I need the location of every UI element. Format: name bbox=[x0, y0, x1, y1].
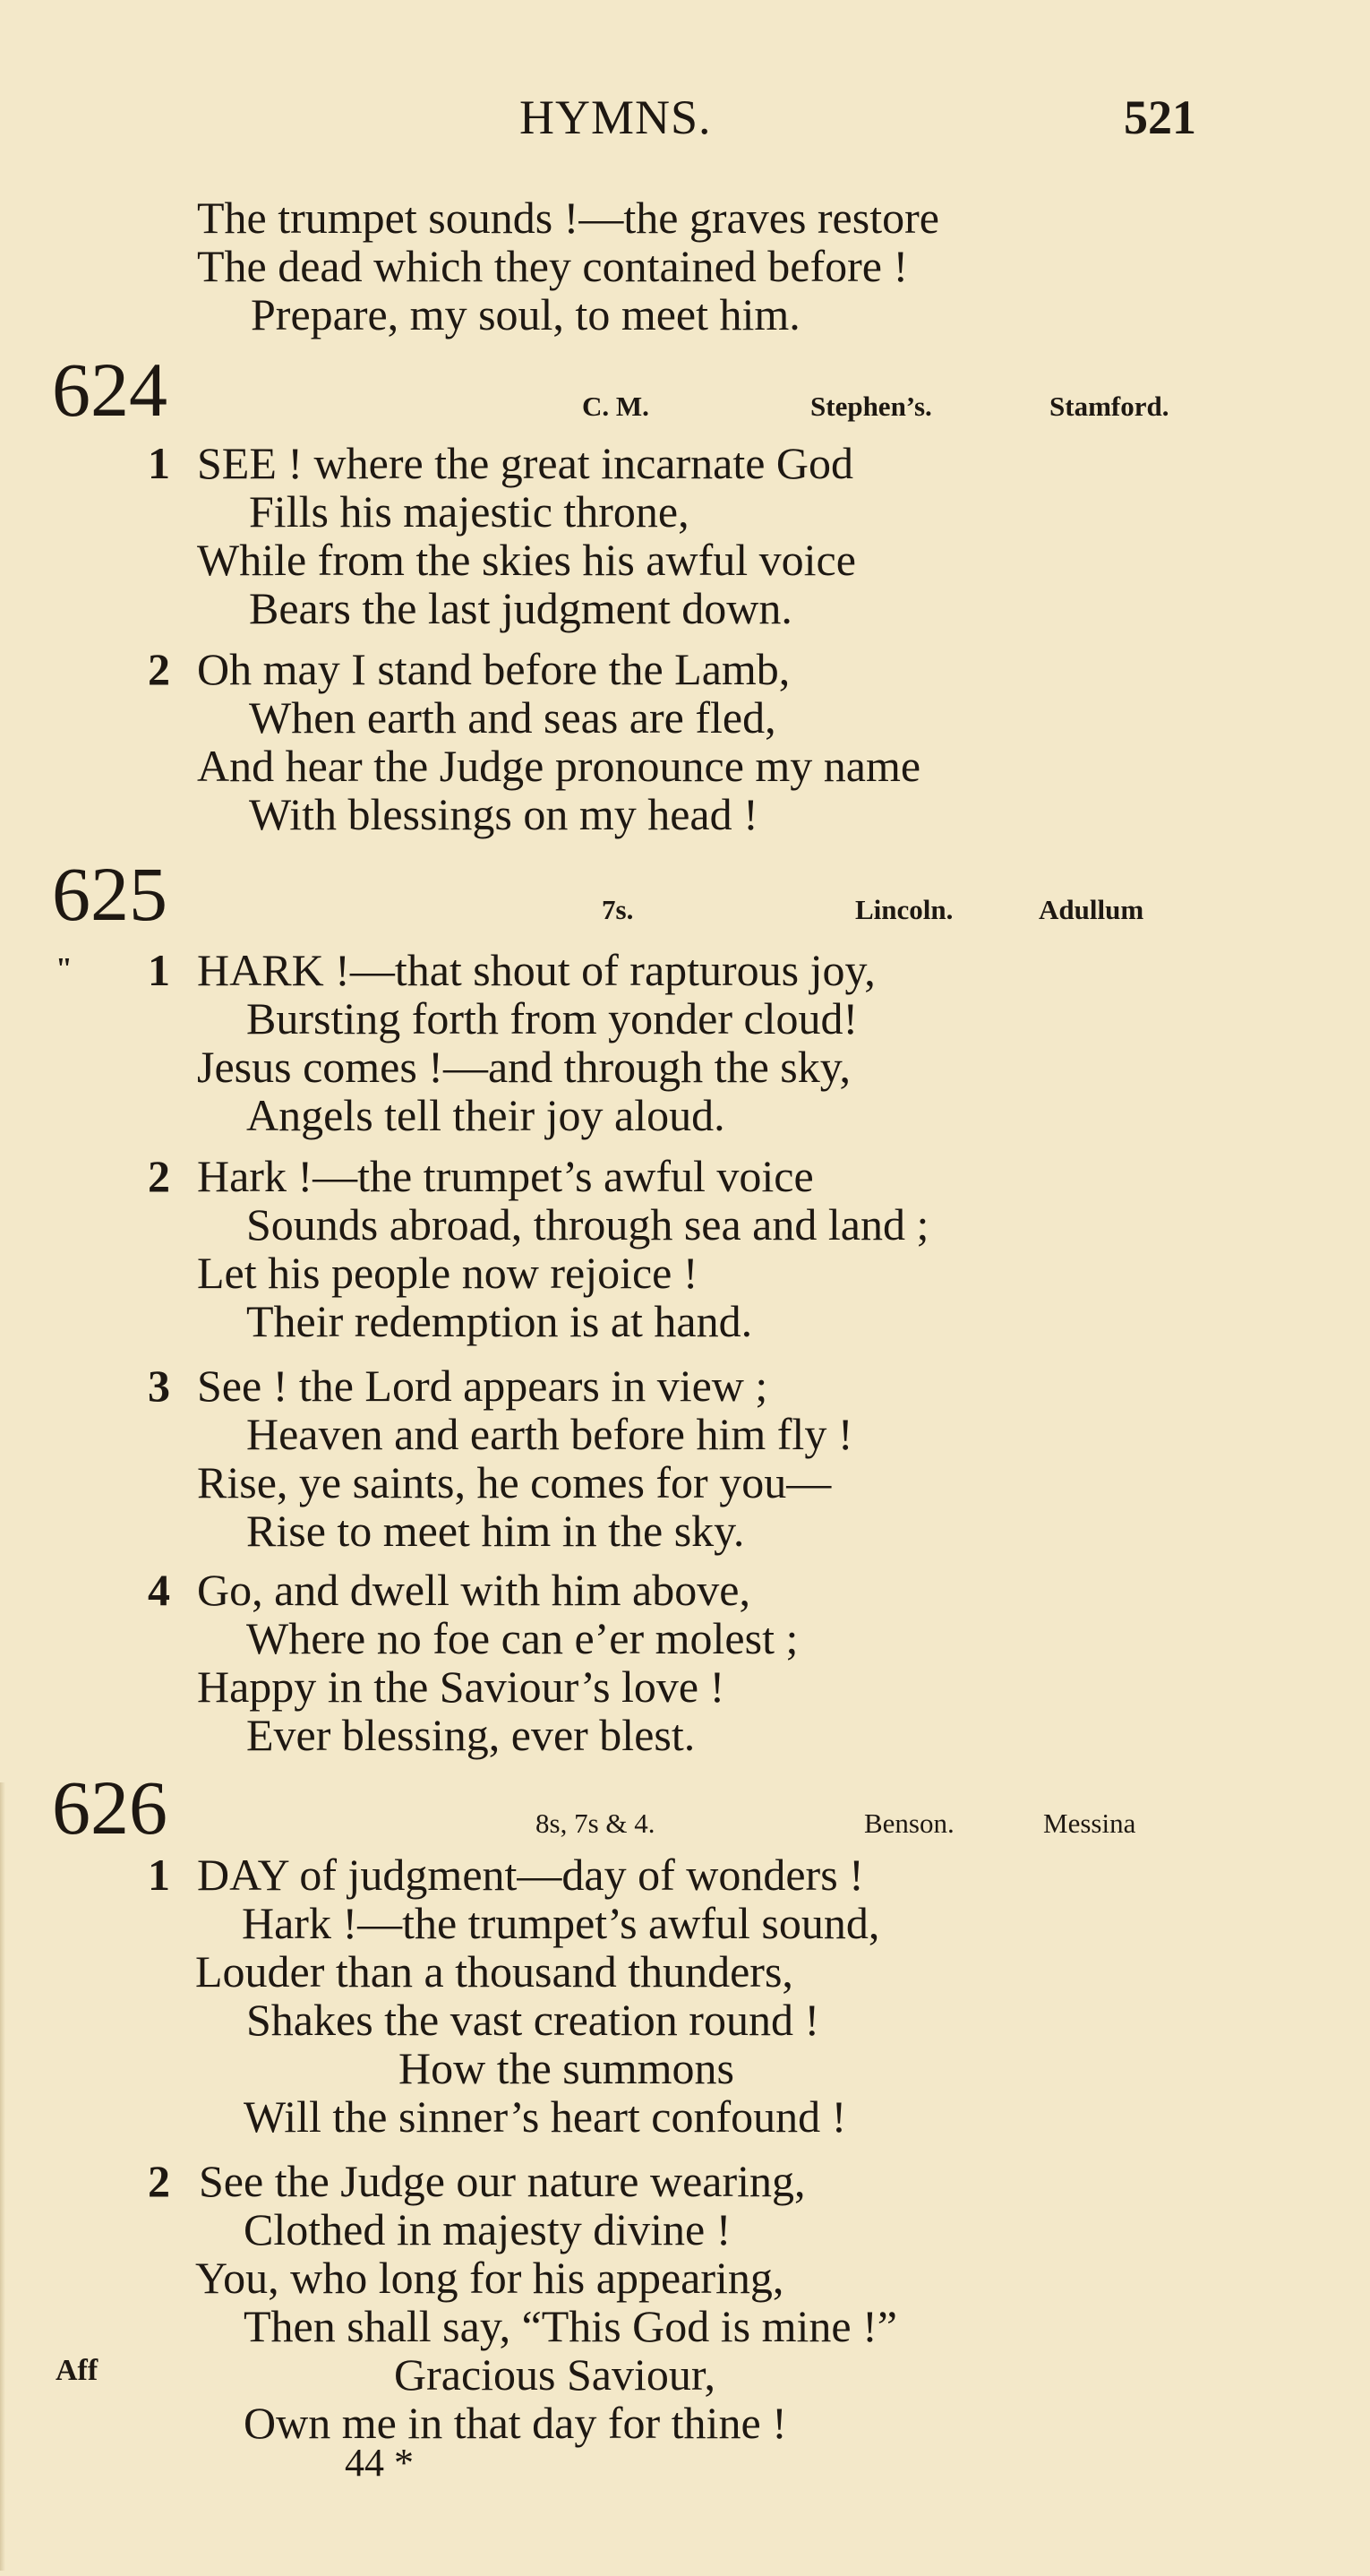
hymn-tune: Stephen’s. bbox=[810, 391, 932, 422]
verse-line: Shakes the vast creation round ! bbox=[246, 1995, 820, 2045]
signature-mark: 44 * bbox=[345, 2441, 414, 2485]
hymn-tune: Stamford. bbox=[1049, 391, 1169, 422]
verse-number: 1 bbox=[148, 1850, 170, 1900]
verse-line: You, who long for his appearing, bbox=[195, 2253, 784, 2303]
verse-line: Angels tell their joy aloud. bbox=[246, 1090, 725, 1140]
hymn-number: 624 bbox=[52, 347, 167, 433]
hymn-tune: Lincoln. bbox=[855, 894, 954, 925]
verse-line: Ever blessing, ever blest. bbox=[246, 1710, 696, 1760]
verse-line: Bears the last judgment down. bbox=[249, 583, 792, 633]
verse-line: Go, and dwell with him above, bbox=[197, 1565, 750, 1615]
verse-line: See ! the Lord appears in view ; bbox=[197, 1361, 768, 1411]
verse-line: Let his people now rejoice ! bbox=[197, 1248, 698, 1298]
verse-number: 2 bbox=[148, 1151, 170, 1201]
verse-line: Where no foe can e’er molest ; bbox=[246, 1613, 799, 1663]
verse-line: Oh may I stand before the Lamb, bbox=[197, 644, 791, 694]
margin-mark: " bbox=[56, 952, 73, 985]
verse-number: 1 bbox=[148, 438, 170, 488]
verse-line: How the summons bbox=[398, 2043, 734, 2093]
verse-line: Rise to meet him in the sky. bbox=[246, 1506, 745, 1556]
verse-line: Hark !—the trumpet’s awful voice bbox=[197, 1151, 814, 1201]
verse-line: Sounds abroad, through sea and land ; bbox=[246, 1199, 929, 1249]
verse-number: 1 bbox=[148, 945, 170, 995]
verse-line: Rise, ye saints, he comes for you— bbox=[197, 1457, 832, 1507]
carryover-line: Prepare, my soul, to meet him. bbox=[251, 289, 801, 339]
hymn-meter: 8s, 7s & 4. bbox=[535, 1807, 655, 1839]
hymn-tune: Benson. bbox=[864, 1807, 955, 1839]
verse-line: Fills his majestic throne, bbox=[249, 486, 689, 537]
verse-line: Happy in the Saviour’s love ! bbox=[197, 1662, 725, 1712]
verse-line: Jesus comes !—and through the sky, bbox=[197, 1042, 851, 1092]
verse-line: While from the skies his awful voice bbox=[197, 535, 856, 585]
hymn-meter: 7s. bbox=[602, 894, 634, 925]
page-number: 521 bbox=[1124, 90, 1196, 144]
page-edge-shadow bbox=[0, 1782, 5, 2571]
running-title: HYMNS. bbox=[519, 90, 712, 144]
verse-line: HARK !—that shout of rapturous joy, bbox=[197, 945, 876, 995]
verse-line: When earth and seas are fled, bbox=[249, 692, 776, 743]
verse-line: Will the sinner’s heart confound ! bbox=[244, 2091, 847, 2142]
verse-line: With blessings on my head ! bbox=[249, 789, 758, 839]
verse-line: Louder than a thousand thunders, bbox=[195, 1946, 793, 1996]
hymn-meter: C. M. bbox=[582, 391, 649, 422]
verse-line: Heaven and earth before him fly ! bbox=[246, 1409, 853, 1459]
verse-line: Gracious Saviour, bbox=[394, 2349, 716, 2400]
verse-line: Their redemption is at hand. bbox=[246, 1296, 753, 1346]
margin-mark: Aff bbox=[56, 2354, 98, 2387]
verse-number: 3 bbox=[148, 1361, 170, 1411]
verse-number: 4 bbox=[148, 1565, 170, 1615]
verse-line: Clothed in majesty divine ! bbox=[244, 2204, 732, 2254]
hymn-tune: Adullum bbox=[1039, 894, 1144, 925]
carryover-line: The trumpet sounds !—the graves restore bbox=[197, 193, 939, 243]
verse-line: Bursting forth from yonder cloud! bbox=[246, 993, 859, 1043]
verse-line: DAY of judgment—day of wonders ! bbox=[197, 1850, 864, 1900]
verse-line: SEE ! where the great incarnate God bbox=[197, 438, 854, 488]
verse-line: Own me in that day for thine ! bbox=[244, 2398, 787, 2448]
hymn-number: 626 bbox=[52, 1765, 167, 1850]
hymn-number: 625 bbox=[52, 851, 167, 937]
verse-number: 2 bbox=[148, 644, 170, 694]
verse-line: And hear the Judge pronounce my name bbox=[197, 741, 921, 791]
verse-line: Hark !—the trumpet’s awful sound, bbox=[242, 1898, 880, 1948]
verse-line: Then shall say, “This God is mine !” bbox=[244, 2301, 897, 2351]
verse-line: See the Judge our nature wearing, bbox=[199, 2156, 806, 2206]
hymn-tune: Messina bbox=[1043, 1807, 1136, 1839]
carryover-line: The dead which they contained before ! bbox=[197, 241, 909, 291]
verse-number: 2 bbox=[148, 2156, 170, 2206]
